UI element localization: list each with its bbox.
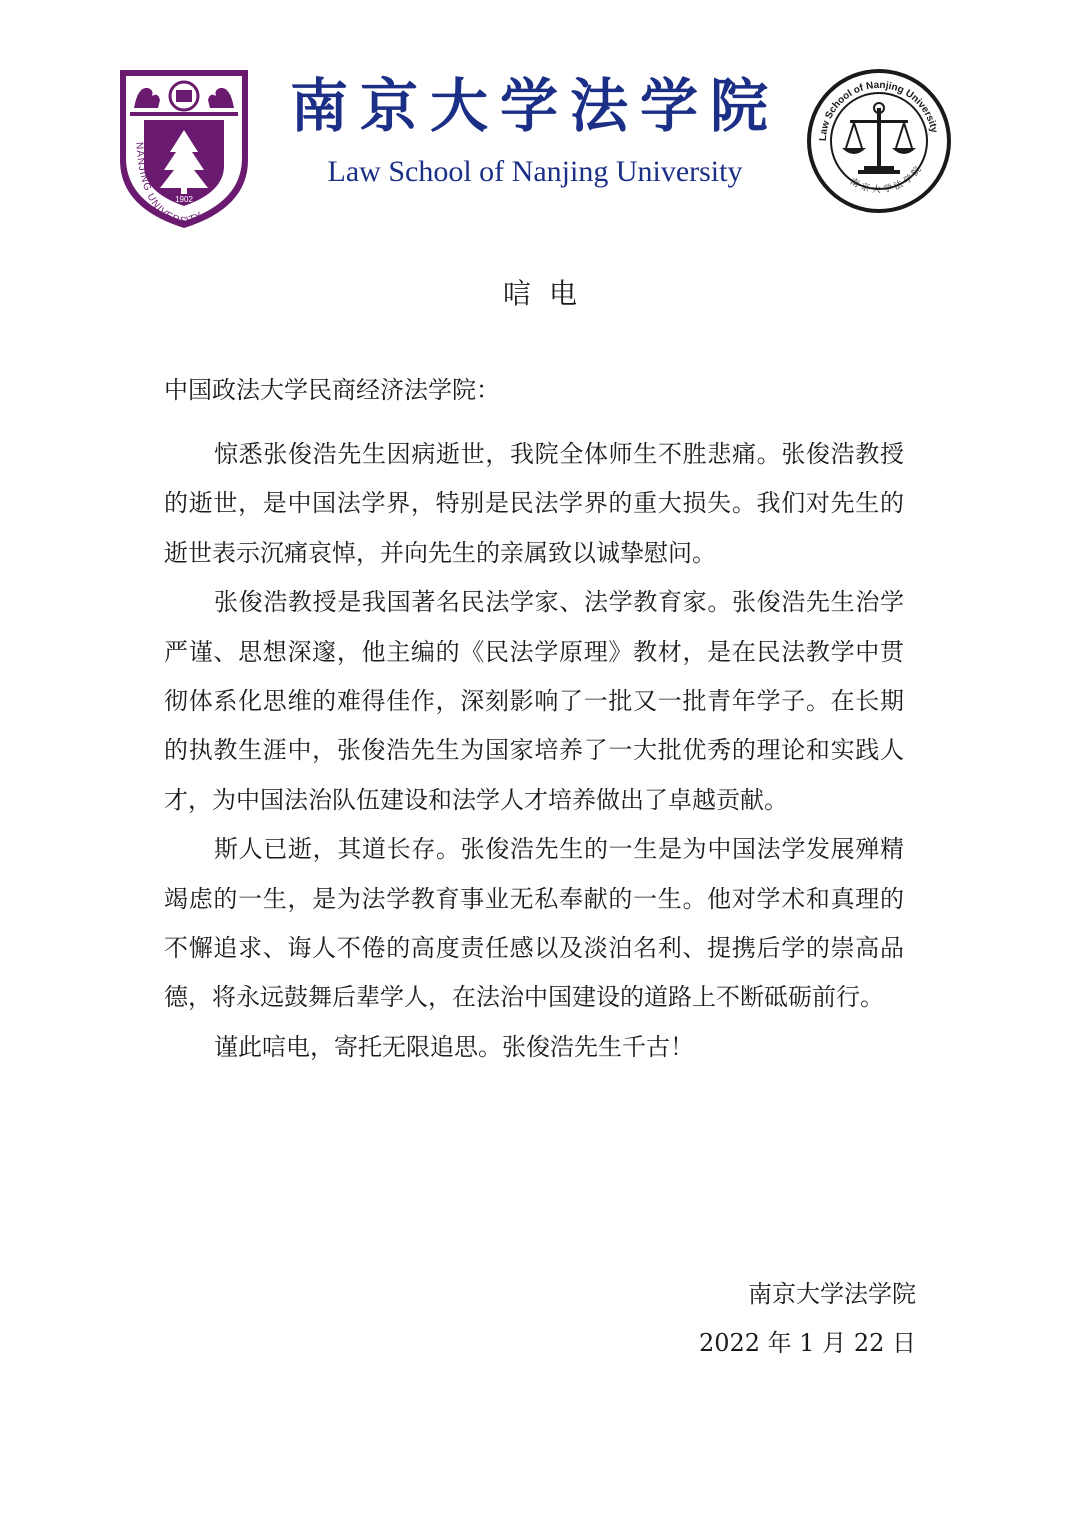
signature-org: 南京大学法学院 bbox=[748, 1280, 916, 1308]
signature-block bbox=[699, 1270, 916, 1368]
law-school-seal-logo bbox=[806, 68, 952, 214]
signature-date: 2022 年 1 月 22 日 bbox=[698, 1329, 916, 1357]
seal-ring-text-bottom: 南京大学法学院 bbox=[848, 162, 926, 196]
paragraph-1: 惊悉张俊浩先生因病逝世，我院全体师生不胜悲痛。张俊浩教授的逝世，是中国法学界，特别是民法学界的重大损失。我们对先生的逝世表示沉痛哀悼，并向先生的亲属致以诚挚慰问。 bbox=[164, 440, 904, 567]
document-title: 唁电 bbox=[502, 277, 595, 310]
paragraph-3: 斯人已逝，其道长存。张俊浩先生的一生是为中国法学发展殚精竭虑的一生，是为法学教育事业无私奉献的一生。他对学术和真理的不懈追求、诲人不倦的高度责任感以及淡泊名利、提携后学的崇高品德，将永远鼓舞后辈学人，在法治中国建设的道路上不断砥砺前行。 bbox=[164, 835, 904, 1012]
addressee: 中国政法大学民商经济法学院： bbox=[164, 376, 500, 404]
school-name-en: Law School of Nanjing University bbox=[327, 155, 743, 188]
emblem-ring-text: NANJING UNIVERSITY bbox=[133, 141, 206, 228]
school-name-cn: 南京大学法学院 bbox=[290, 72, 781, 140]
letter-body bbox=[164, 430, 904, 1072]
paragraph-2: 张俊浩教授是我国著名民法学家、法学教育家。张俊浩先生治学严谨、思想深邃，他主编的《民法学原理》教材，是在民法教学中贯彻体系化思维的难得佳作，深刻影响了一批又一批青年学子。在长期的执教生涯中，张俊浩先生为国家培养了一大批优秀的理论和实践人才，为中国法治队伍建设和法学人才培养做出了卓越贡献。 bbox=[164, 588, 904, 814]
emblem-year: 1902 bbox=[175, 195, 193, 204]
seal-ring-text-top: Law School of Nanjing University bbox=[817, 79, 940, 142]
paragraph-4: 谨此唁电，寄托无限追思。张俊浩先生千古！ bbox=[214, 1032, 694, 1061]
nju-emblem-logo bbox=[118, 68, 250, 230]
letterhead bbox=[0, 0, 1080, 240]
letterhead-title bbox=[290, 70, 780, 190]
